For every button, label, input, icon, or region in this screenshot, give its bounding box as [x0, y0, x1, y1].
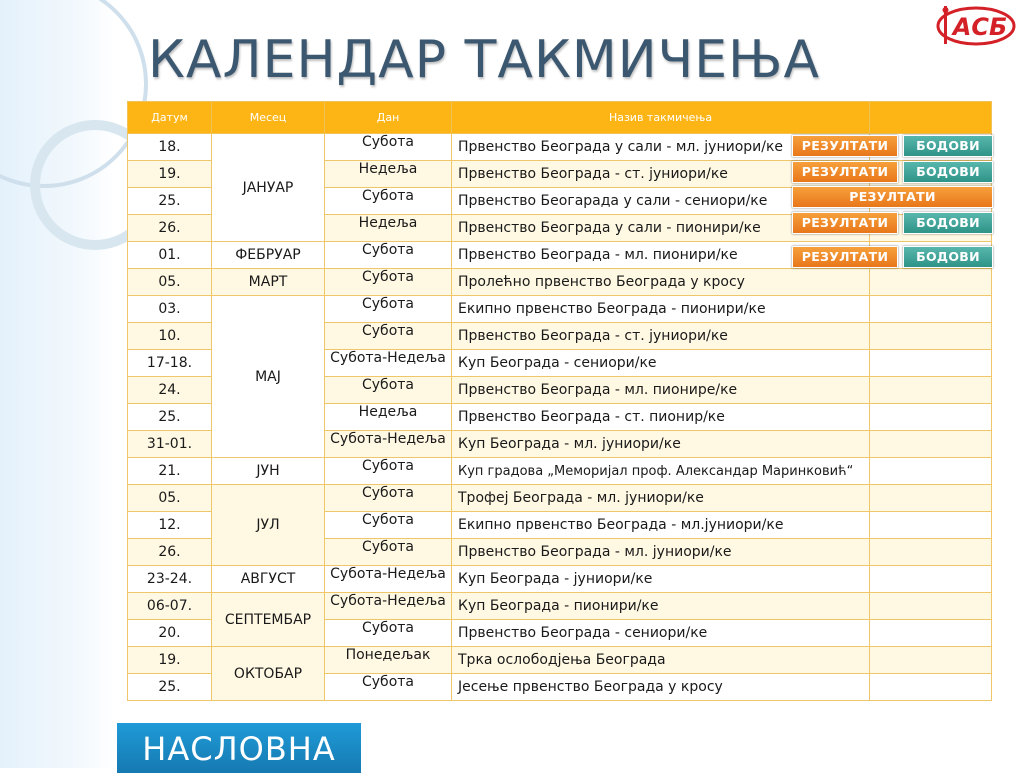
- row-day: Недеља: [325, 404, 452, 431]
- results-button[interactable]: РЕЗУЛТАТИ: [792, 246, 898, 268]
- row-date: 05.: [128, 485, 212, 512]
- row-day: Субота: [325, 188, 452, 215]
- row-day: Субота: [325, 674, 452, 701]
- row-date: 18.: [128, 134, 212, 161]
- home-button[interactable]: НАСЛОВНА: [117, 723, 361, 773]
- row-date: 26.: [128, 215, 212, 242]
- row-date: 06-07.: [128, 593, 212, 620]
- points-button[interactable]: БОДОВИ: [903, 161, 993, 183]
- month-cell: СЕПТЕМБАР: [212, 593, 325, 647]
- row-competition: Првенство Београда у сали - пионири/ке: [452, 215, 870, 242]
- row-actions: [870, 323, 992, 350]
- row-actions: [870, 296, 992, 323]
- row-date: 31-01.: [128, 431, 212, 458]
- row-competition: Куп градова „Меморијал проф. Александар Маринковић“: [452, 458, 870, 485]
- row-actions: [870, 620, 992, 647]
- points-button[interactable]: БОДОВИ: [903, 135, 993, 157]
- row-day: Субота: [325, 134, 452, 161]
- row-actions: [870, 593, 992, 620]
- table-row: [128, 269, 992, 296]
- row-actions: [870, 269, 992, 296]
- table-row: [128, 566, 992, 593]
- row-competition: Трофеј Београда - мл. јуниори/ке: [452, 485, 870, 512]
- row-competition: Куп Београда - јуниори/ке: [452, 566, 870, 593]
- row-day: Субота: [325, 539, 452, 566]
- row-day: Субота-Недеља: [325, 593, 452, 620]
- header-date: Датум: [128, 102, 212, 134]
- row-day: Субота-Недеља: [325, 431, 452, 458]
- row-competition: Првенство Београда - ст. јуниори/ке: [452, 323, 870, 350]
- month-cell: МАРТ: [212, 269, 325, 296]
- row-competition: Првенство Београда - ст. пионир/ке: [452, 404, 870, 431]
- results-button[interactable]: РЕЗУЛТАТИ: [792, 212, 898, 234]
- row-actions: [870, 431, 992, 458]
- row-competition: Куп Београда - сениори/ке: [452, 350, 870, 377]
- row-day: Субота: [325, 458, 452, 485]
- row-actions: [870, 539, 992, 566]
- row-date: 01.: [128, 242, 212, 269]
- row-day: Субота: [325, 377, 452, 404]
- month-cell: ФЕБРУАР: [212, 242, 325, 269]
- row-date: 25.: [128, 674, 212, 701]
- header-day: Дан: [325, 102, 452, 134]
- table-header: [128, 102, 992, 134]
- row-actions: [870, 647, 992, 674]
- row-date: 24.: [128, 377, 212, 404]
- row-date: 19.: [128, 161, 212, 188]
- table-row: [128, 458, 992, 485]
- row-day: Субота: [325, 620, 452, 647]
- row-date: 05.: [128, 269, 212, 296]
- table-row: [128, 647, 992, 674]
- month-cell: МАЈ: [212, 296, 325, 458]
- header-name: Назив такмичења: [452, 102, 870, 134]
- row-day: Субота: [325, 512, 452, 539]
- page-title: КАЛЕНДАР ТАКМИЧЕЊА: [148, 30, 821, 90]
- row-day: Понедељак: [325, 647, 452, 674]
- row-actions: [870, 512, 992, 539]
- row-competition: Првенство Београда - мл. јуниори/ке: [452, 539, 870, 566]
- row-date: 19.: [128, 647, 212, 674]
- header-month: Месец: [212, 102, 325, 134]
- row-competition: Првенство Београда у сали - мл. јуниори/ке: [452, 134, 870, 161]
- row-date: 12.: [128, 512, 212, 539]
- row-actions: [870, 485, 992, 512]
- row-date: 17-18.: [128, 350, 212, 377]
- row-competition: Куп Београда - мл. јуниори/ке: [452, 431, 870, 458]
- month-cell: АВГУСТ: [212, 566, 325, 593]
- row-day: Субота-Недеља: [325, 566, 452, 593]
- row-competition: Екипно првенство Београда - пионири/ке: [452, 296, 870, 323]
- row-date: 26.: [128, 539, 212, 566]
- header-actions: [870, 102, 992, 134]
- row-competition: Првенство Београда - сениори/ке: [452, 620, 870, 647]
- row-competition: Првенство Београда - мл. пионире/ке: [452, 377, 870, 404]
- row-actions: [870, 404, 992, 431]
- row-day: Недеља: [325, 161, 452, 188]
- row-competition: Трка ослободјења Београда: [452, 647, 870, 674]
- results-button[interactable]: РЕЗУЛТАТИ: [792, 186, 993, 208]
- logo-text: АСБ: [952, 13, 1008, 41]
- row-competition: Пролећно првенство Београда у кросу: [452, 269, 870, 296]
- row-day: Субота: [325, 485, 452, 512]
- sidebar-decoration: [0, 0, 115, 768]
- results-button[interactable]: РЕЗУЛТАТИ: [792, 135, 898, 157]
- row-day: Субота: [325, 296, 452, 323]
- row-competition: Куп Београда - пионири/ке: [452, 593, 870, 620]
- row-date: 20.: [128, 620, 212, 647]
- row-date: 25.: [128, 188, 212, 215]
- table-row: [128, 593, 992, 620]
- row-date: 23-24.: [128, 566, 212, 593]
- table-row: [128, 485, 992, 512]
- row-competition: Првенство Беогарада у сали - сениори/ке: [452, 188, 870, 215]
- month-cell: ЈАНУАР: [212, 134, 325, 242]
- asb-logo: [930, 4, 1020, 46]
- row-day: Субота: [325, 242, 452, 269]
- points-button[interactable]: БОДОВИ: [903, 212, 993, 234]
- row-date: 10.: [128, 323, 212, 350]
- table-row: [128, 296, 992, 323]
- row-competition: Првенство Београда - мл. пионири/ке: [452, 242, 870, 269]
- row-date: 03.: [128, 296, 212, 323]
- row-day: Недеља: [325, 215, 452, 242]
- row-competition: Екипно првенство Београда - мл.јуниори/ке: [452, 512, 870, 539]
- row-actions: [870, 350, 992, 377]
- row-actions: [870, 458, 992, 485]
- row-day: Субота: [325, 269, 452, 296]
- row-day: Субота: [325, 323, 452, 350]
- row-date: 21.: [128, 458, 212, 485]
- month-cell: ЈУЛ: [212, 485, 325, 566]
- points-button[interactable]: БОДОВИ: [903, 246, 993, 268]
- row-actions: [870, 377, 992, 404]
- results-button[interactable]: РЕЗУЛТАТИ: [792, 161, 898, 183]
- row-actions: [870, 674, 992, 701]
- row-day: Субота-Недеља: [325, 350, 452, 377]
- row-date: 25.: [128, 404, 212, 431]
- month-cell: ЈУН: [212, 458, 325, 485]
- row-actions: [870, 566, 992, 593]
- month-cell: ОКТОБАР: [212, 647, 325, 701]
- row-competition: Јесење првенство Београда у кросу: [452, 674, 870, 701]
- row-competition: Првенство Београда - ст. јуниори/ке: [452, 161, 870, 188]
